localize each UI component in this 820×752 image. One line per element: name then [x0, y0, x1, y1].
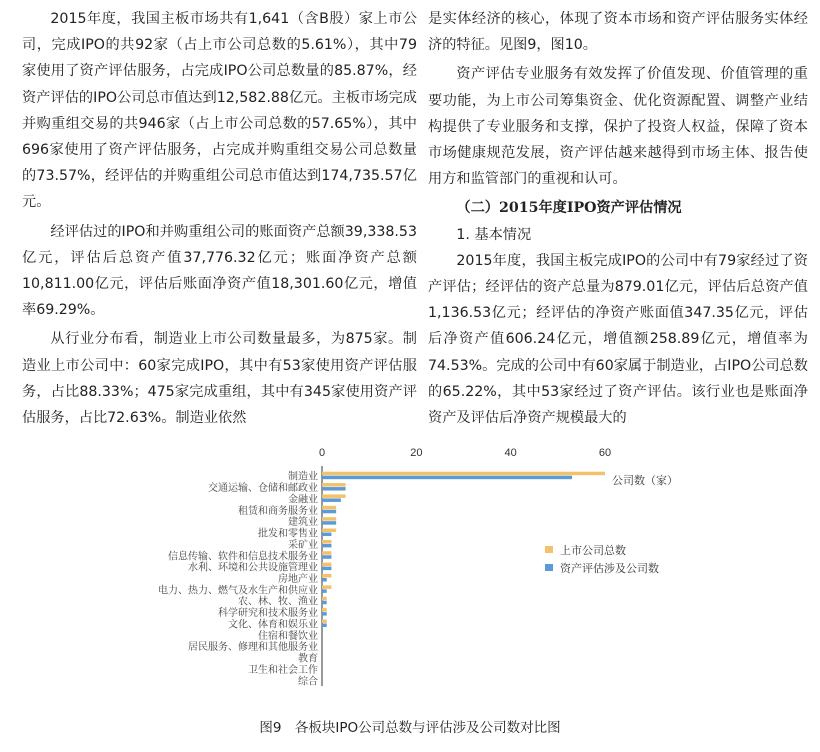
category-label: 租赁和商务服务业 [238, 505, 318, 517]
figure-9 [0, 440, 820, 710]
bar-listed [322, 619, 327, 623]
bar-evaluated [322, 510, 336, 514]
paragraph: 经评估过的IPO和并购重组公司的账面资产总额39,338.53亿元，评估后总资产值37,776.32亿元；账面净资产总额10,811.00亿元，评估后账面净资产值18,301.60亿元，增值率69.29%。 [22, 223, 417, 319]
bar-evaluated [322, 555, 331, 559]
bar-listed [322, 506, 336, 510]
right-column [428, 6, 808, 434]
category-label: 水利、环境和公共设施管理业 [188, 562, 318, 574]
x-tick-label: 0 [318, 447, 326, 459]
bar-evaluated [322, 612, 327, 616]
figure-caption: 图9 各板块IPO公司总数与评估涉及公司数对比图 [259, 720, 561, 736]
bar-chart [0, 440, 820, 710]
bar-evaluated [322, 487, 346, 491]
category-label: 建筑业 [288, 517, 318, 529]
paragraph: 2015年度，我国主板完成IPO的公司中有79家经过了资产评估；经评估的资产总量为879.01亿元，评估后总资产值1,136.53亿元；经评估的净资产账面值347.35亿元，评估后净资产值606.24亿元，增值额258.89亿元，增值率为74.53%。完成的公司中有60家属于制造业，占IPO公司总数的65.22%，其中53家经过了资产评估。该行业也是账面净资产及评估后净资产规模最大的 [428, 252, 808, 427]
bar-listed [322, 608, 327, 612]
category-label: 文化、体育和娱乐业 [228, 619, 318, 631]
category-label: 制造业 [288, 471, 318, 483]
bar-evaluated [322, 623, 327, 627]
paragraph: 是实体经济的核心，体现了资本市场和资产评估服务实体经济的特征。见图9，图10。 [428, 11, 808, 54]
category-label: 采矿业 [288, 539, 318, 551]
bar-evaluated [322, 533, 331, 537]
legend-swatch-listed [545, 546, 553, 553]
bar-listed [322, 472, 605, 476]
legend-label: 资产评估涉及公司数 [560, 562, 659, 575]
category-label: 批发和零售业 [258, 528, 318, 540]
category-label: 农、林、牧、渔业 [238, 596, 318, 608]
category-label: 居民服务、修理和其他服务业 [188, 642, 318, 654]
category-label: 卫生和社会工作 [248, 664, 318, 676]
bar-listed [322, 494, 346, 498]
category-label: 房地产业 [278, 574, 318, 585]
bar-listed [322, 563, 331, 567]
bar-listed [322, 585, 331, 589]
category-label: 交通运输、仓储和邮政业 [208, 483, 318, 495]
left-column [22, 6, 417, 434]
category-label: 教育 [298, 653, 318, 665]
category-label: 信息传输、软件和信息技术服务业 [168, 551, 318, 563]
category-label: 金融业 [288, 494, 318, 506]
bar-listed [322, 574, 331, 578]
x-tick-label: 20 [410, 447, 423, 459]
bar-listed [322, 597, 327, 601]
paragraph: 2015年度，我国主板市场共有1,641（含B股）家上市公司，完成IPO的共92家（占上市公司总数的5.61%），其中79家使用了资产评估服务，占完成IPO公司总数量的85.87%，经资产评估的IPO公司总市值达到12,582.88亿元。主板市场完成并购重组交易的共946家（占上市公司总数的57.65%），其中696家使用了资产评估服务，占完成并购重组交易公司总数量的73.57%，经评估的并购重组公司总市值达到174,735.57亿元。 [22, 11, 417, 211]
bar-evaluated [322, 567, 331, 571]
bar-listed [322, 517, 336, 521]
bar-listed [322, 529, 336, 533]
category-label: 综合 [298, 676, 318, 688]
paragraph: 资产评估专业服务有效发挥了价值发现、价值管理的重要功能，为上市公司筹集资金、优化资源配置、调整产业结构提供了专业服务和支撑，保护了投资人权益，保障了资本市场健康规范发展，资产评估越来越得到市场主体、报告使用方和监管部门的重视和认可。 [428, 66, 808, 188]
bar-evaluated [322, 521, 336, 525]
category-label: 电力、热力、燃气及水生产和供应业 [158, 585, 318, 597]
bar-evaluated [322, 476, 572, 480]
bar-evaluated [322, 601, 327, 605]
x-tick-label: 40 [504, 447, 517, 459]
paragraph: 从行业分布看，制造业上市公司数量最多，为875家。制造业上市公司中：60家完成IPO，其中有53家使用资产评估服务，占比88.33%；475家完成重组，其中有345家使用资产评估服务，占比72.63%。制造业依然 [22, 331, 417, 427]
bar-listed [322, 540, 331, 544]
legend-swatch-evaluated [545, 564, 553, 571]
legend-label: 上市公司总数 [560, 544, 626, 557]
bar-listed [322, 551, 331, 555]
bar-evaluated [322, 578, 327, 582]
category-label: 科学研究和技术服务业 [218, 608, 318, 620]
bar-evaluated [322, 589, 327, 593]
bar-evaluated [322, 498, 341, 502]
section-heading: （二）2015年度IPO资产评估情况 [456, 200, 682, 217]
x-tick-label: 60 [598, 447, 612, 459]
bar-evaluated [322, 544, 331, 548]
bar-listed [322, 483, 346, 487]
subsection-heading: 1. 基本情况 [456, 226, 532, 243]
x-axis-title: 公司数（家） [612, 474, 678, 487]
category-label: 住宿和餐饮业 [258, 630, 318, 642]
